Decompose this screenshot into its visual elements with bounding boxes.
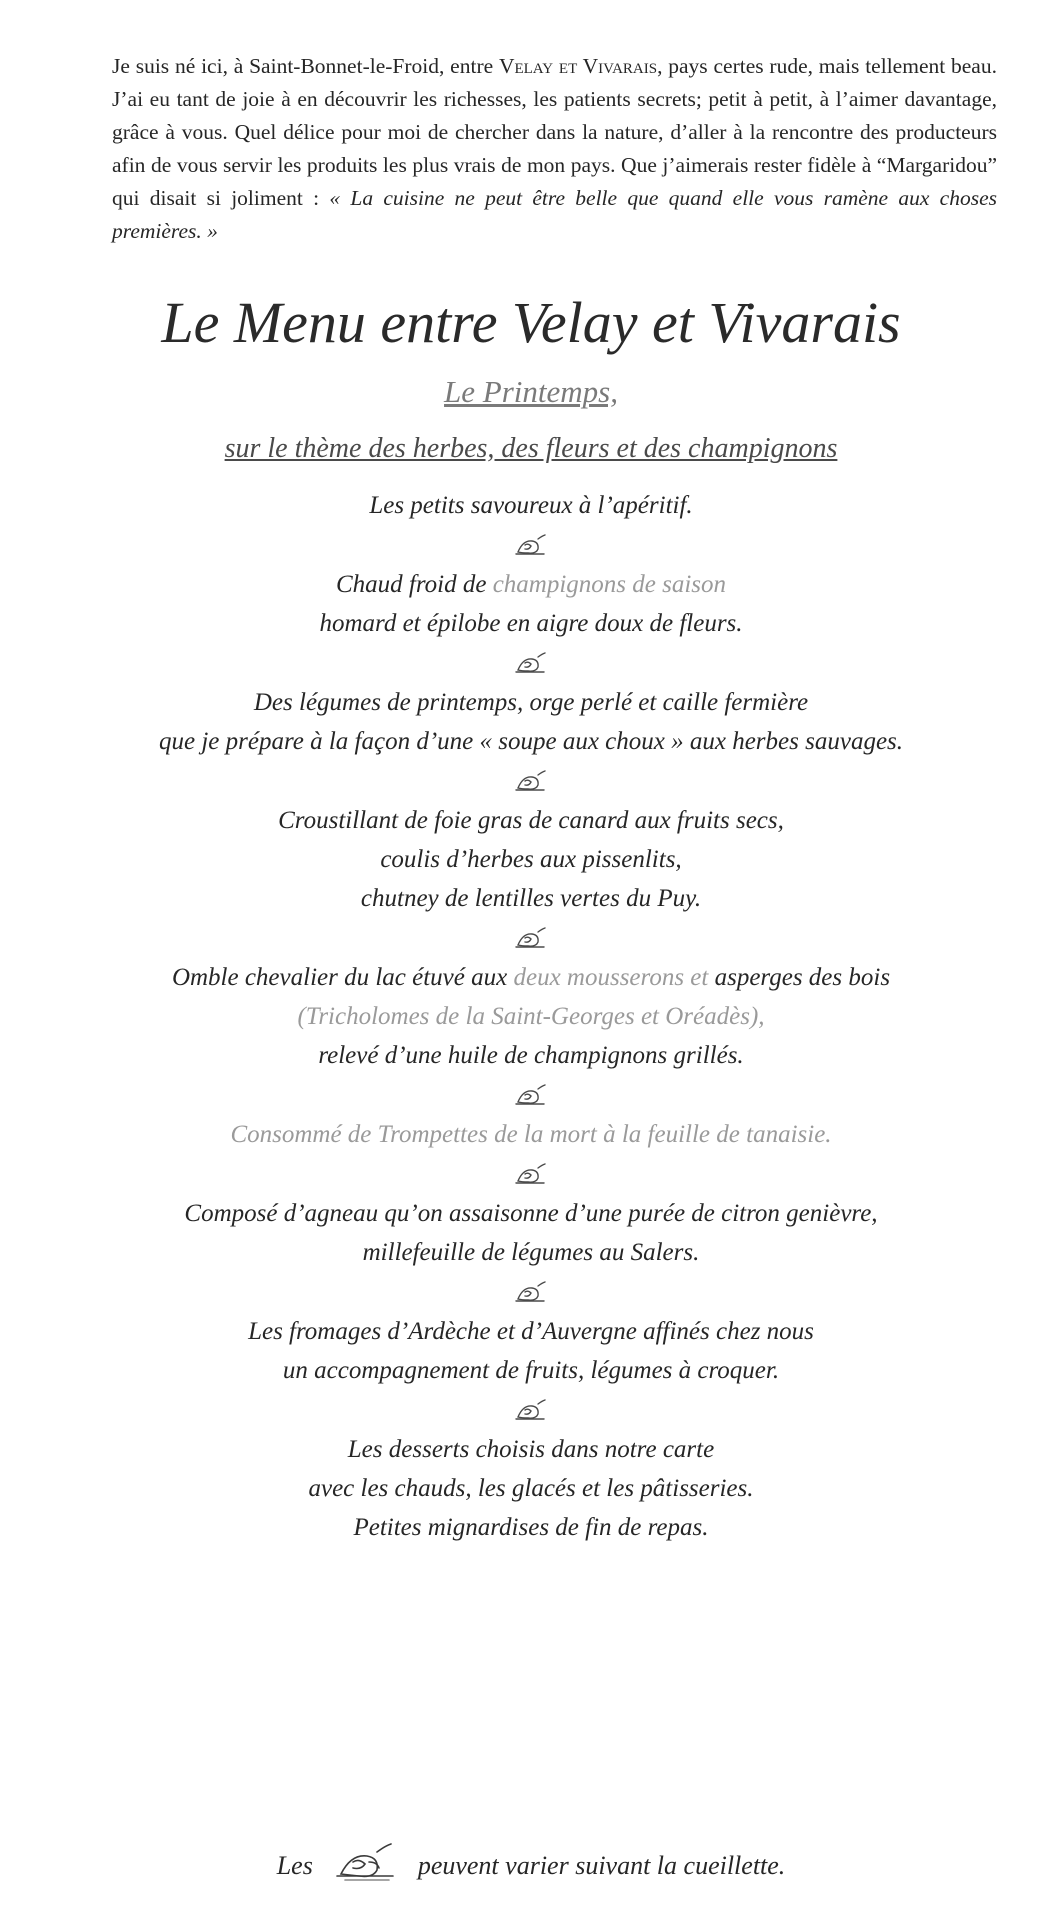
menu-season: Le Printemps, bbox=[444, 374, 618, 409]
mushroom-sprig-icon bbox=[0, 1075, 1062, 1115]
menu-course-line bbox=[0, 1233, 1062, 1272]
menu-course-line bbox=[0, 1469, 1062, 1508]
menu-title: Le Menu entre Velay et Vivarais bbox=[161, 290, 901, 355]
menu-course-text-highlight: (Tricholomes de la Saint-Georges et Oréadès), bbox=[297, 1003, 765, 1030]
footer-note bbox=[0, 1840, 1062, 1896]
menu-course-text: coulis d’herbes aux pissenlits, bbox=[380, 846, 682, 873]
menu-course bbox=[0, 683, 1062, 761]
menu-course-line bbox=[0, 1351, 1062, 1390]
menu-course-text: Croustillant de foie gras de canard aux fruits secs, bbox=[278, 807, 784, 834]
mushroom-sprig-icon bbox=[0, 643, 1062, 683]
menu-course bbox=[0, 801, 1062, 918]
menu-course-text: Chaud froid de bbox=[335, 571, 493, 598]
menu-course-text: Omble chevalier du lac étuvé aux bbox=[171, 964, 514, 991]
menu-course-text: homard et épilobe en aigre doux de fleurs. bbox=[319, 610, 743, 637]
menu-course-line bbox=[0, 879, 1062, 918]
menu-course-text-highlight: champignons de saison bbox=[492, 571, 727, 598]
menu-course-text: Composé d’agneau qu’on assaisonne d’une purée de citron genièvre, bbox=[184, 1200, 878, 1227]
menu-course-text: Petites mignardises de fin de repas. bbox=[353, 1514, 709, 1541]
menu-course-list bbox=[0, 486, 1062, 1547]
mushroom-sprig-icon bbox=[0, 525, 1062, 565]
menu-course bbox=[0, 1115, 1062, 1154]
menu-course-line bbox=[0, 1508, 1062, 1547]
menu-course-text: un accompagnement de fruits, légumes à croquer. bbox=[282, 1357, 780, 1384]
menu-course-line bbox=[0, 958, 1062, 997]
menu-course-text: avec les chauds, les glacés et les pâtisseries. bbox=[308, 1475, 754, 1502]
menu-course-line bbox=[0, 1194, 1062, 1233]
intro-paragraph bbox=[112, 50, 997, 248]
menu-course-text: Les desserts choisis dans notre carte bbox=[347, 1436, 715, 1463]
intro-text-part1: Je suis né ici, à Saint-Bonnet-le-Froid, entre bbox=[112, 53, 499, 78]
menu-course-line bbox=[0, 722, 1062, 761]
menu-course-line bbox=[0, 1312, 1062, 1351]
menu-course-text-highlight: deux mousserons et bbox=[513, 964, 709, 991]
mushroom-sprig-icon bbox=[0, 1272, 1062, 1312]
intro-region: Velay et Vivarais bbox=[498, 53, 658, 78]
menu-course-line bbox=[0, 683, 1062, 722]
mushroom-sprig-icon bbox=[0, 1154, 1062, 1194]
menu-course-text: Des légumes de printemps, orge perlé et caille fermière bbox=[253, 689, 809, 716]
menu-course-line bbox=[0, 1115, 1062, 1154]
menu-course-line bbox=[0, 565, 1062, 604]
menu-course-line bbox=[0, 1430, 1062, 1469]
menu-course-line bbox=[0, 486, 1062, 525]
footer-text-after: peuvent varier suivant la cueillette. bbox=[417, 1850, 786, 1880]
menu-theme: sur le thème des herbes, des fleurs et des champignons bbox=[224, 433, 838, 464]
mushroom-sprig-icon bbox=[0, 918, 1062, 958]
menu-course-line bbox=[0, 801, 1062, 840]
menu-course bbox=[0, 1194, 1062, 1272]
menu-course bbox=[0, 486, 1062, 525]
menu-course bbox=[0, 1430, 1062, 1547]
intro-text-part2: , pays certes rude, mais tellement beau. J’ai eu tant de joie à en découvrir les richesses, les patients secrets; petit à petit, à l’aimer davantage, grâce à vous. Quel délice pour moi de chercher dans la nature, d’aller à la rencontre des producteurs afin de vous servir les produits les plus vrais de mon pays. Que j’aimerais rester fidèle à “Margaridou” qui disait si joliment : bbox=[112, 53, 997, 210]
menu-course-text: chutney de lentilles vertes du Puy. bbox=[360, 885, 702, 912]
footer-text-before: Les bbox=[276, 1850, 313, 1880]
menu-course-line bbox=[0, 840, 1062, 879]
menu-course-text: Les petits savoureux à l’apéritif. bbox=[369, 492, 693, 519]
menu-course-text-highlight: Consommé de Trompettes de la mort à la feuille de tanaisie. bbox=[230, 1121, 832, 1148]
mushroom-sprig-icon bbox=[0, 1390, 1062, 1430]
menu-course bbox=[0, 1312, 1062, 1390]
menu-course bbox=[0, 958, 1062, 1075]
menu-course-line bbox=[0, 997, 1062, 1036]
menu-course-text: Les fromages d’Ardèche et d’Auvergne affinés chez nous bbox=[248, 1318, 814, 1345]
mushroom-sprig-icon bbox=[333, 1840, 397, 1896]
menu-course-text: millefeuille de légumes au Salers. bbox=[362, 1239, 700, 1266]
menu-course-line bbox=[0, 1036, 1062, 1075]
menu-course-text: asperges des bois bbox=[708, 964, 891, 991]
intro-quote: « La cuisine ne peut être belle que quand elle vous ramène aux choses premières. » bbox=[112, 185, 998, 243]
menu-course-text: relevé d’une huile de champignons grillés. bbox=[318, 1042, 744, 1069]
menu-course-line bbox=[0, 604, 1062, 643]
mushroom-sprig-icon bbox=[0, 761, 1062, 801]
menu-course-text: que je prépare à la façon d’une « soupe aux choux » aux herbes sauvages. bbox=[158, 728, 904, 755]
menu-course bbox=[0, 565, 1062, 643]
